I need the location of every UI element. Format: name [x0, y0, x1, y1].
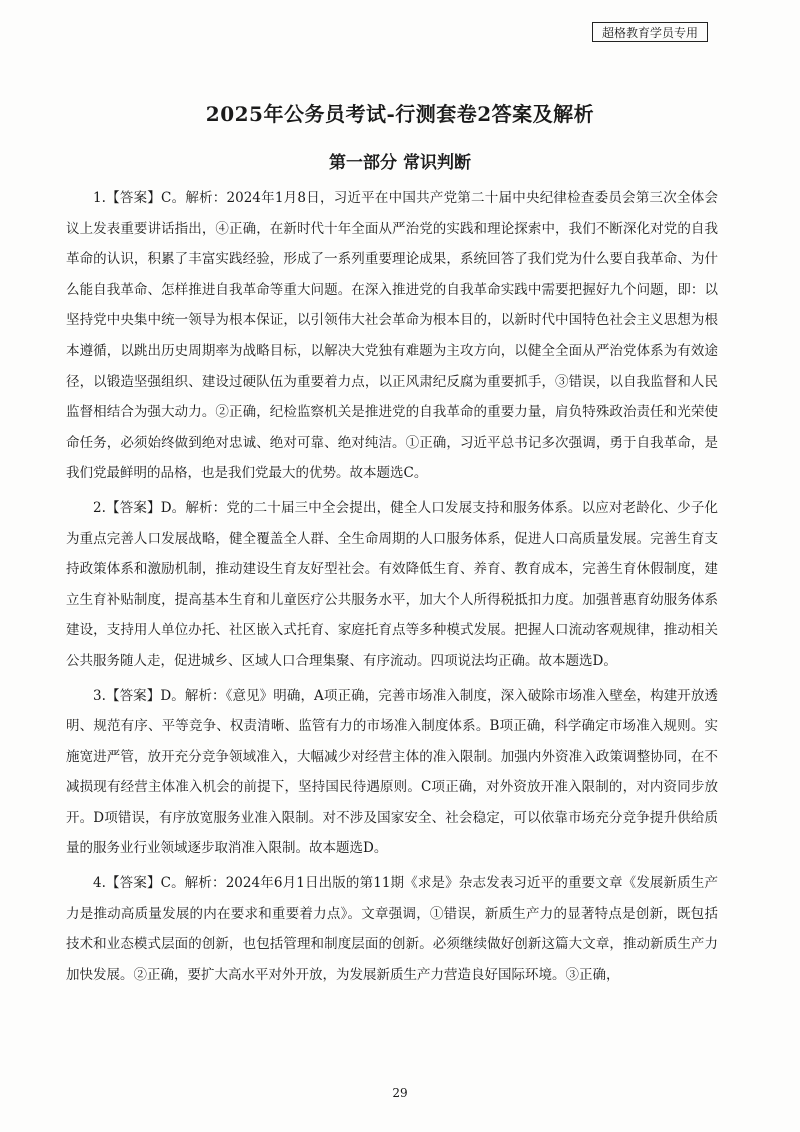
page-number: 29	[392, 1086, 408, 1100]
answer-paragraph-1: 1.【答案】C。解析：2024年1月8日，习近平在中国共产党第二十届中央纪律检查委员会第三次全体会议上发表重要讲话指出，④正确，在新时代十年全面从严治党的实践和理论探索中，我们不断深化对党的自我革命的认识，积累了丰富实践经验，形成了一系列重要理论成果，系统回答了我们党为什么要自我革命、为什么能自我革命、怎样推进自我革命等重大问题。在深入推进党的自我革命实践中需要把握好九个问题，即：以坚持党中央集中统一领导为根本保证，以引领伟大社会革命为根本目的，以新时代中国特色社会主义思想为根本遵循，以跳出历史周期率为战略目标，以解决大党独有难题为主攻方向，以健全全面从严治党体系为有效途径，以锻造坚强组织、建设过硬队伍为重要着力点，以正风肃纪反腐为重要抓手，③错误，以自我监督和人民监督相结合为强大动力。②正确，纪检监察机关是推进党的自我革命的重要力量，肩负特殊政治责任和光荣使命任务，必须始终做到绝对忠诚、绝对可靠、绝对纯洁。①正确，习近平总书记多次强调，勇于自我革命，是我们党最鲜明的品格，也是我们党最大的优势。故本题选C。	[66, 190, 718, 482]
answer-paragraph-2: 2.【答案】D。解析：党的二十届三中全会提出，健全人口发展支持和服务体系。以应对老龄化、少子化为重点完善人口发展战略，健全覆盖全人群、全生命周期的人口服务体系，促进人口高质量发展。完善生育支持政策体系和激励机制，推动建设生育友好型社会。有效降低生育、养育、教育成本，完善生育休假制度，建立生育补贴制度，提高基本生育和儿童医疗公共服务水平，加大个人所得税抵扣力度。加强普惠育幼服务体系建设，支持用人单位办托、社区嵌入式托育、家庭托育点等多种模式发展。把握人口流动客观规律，推动相关公共服务随人走，促进城乡、区域人口合理集聚、有序流动。四项说法均正确。故本题选D。	[66, 499, 718, 669]
usage-stamp: 超格教育学员专用	[592, 22, 708, 42]
page-title: 2025年公务员考试-行测套卷2答案及解析	[205, 102, 595, 126]
answer-paragraph-4: 4.【答案】C。解析：2024年6月1日出版的第11期《求是》杂志发表习近平的重要文章《发展新质生产力是推动高质量发展的内在要求和重要着力点》。文章强调，①错误，新质生产力的显著特点是创新，既包括技术和业态模式层面的创新，也包括管理和制度层面的创新。必须继续做好创新这篇大文章，推动新质生产力加快发展。②正确，要扩大高水平对外开放，为发展新质生产力营造良好国际环境。③正确，	[66, 875, 718, 983]
answer-paragraph-3: 3.【答案】D。解析：《意见》明确，A项正确，完善市场准入制度，深入破除市场准入壁垒，构建开放透明、规范有序、平等竞争、权责清晰、监管有力的市场准入制度体系。B项正确，科学确定市场准入规则。实施宽进严管，放开充分竞争领域准入，大幅减少对经营主体的准入限制。加强内外资准入政策调整协同，在不减损现有经营主体准入机会的前提下，坚持国民待遇原则。C项正确，对外资放开准入限制的，对内资同步放开。D项错误，有序放宽服务业准入限制。对不涉及国家安全、社会稳定，可以依靠市场充分竞争提升供给质量的服务业行业领域逐步取消准入限制。故本题选D。	[66, 687, 718, 857]
section-title: 第一部分 常识判断	[329, 153, 471, 173]
answer-body	[66, 183, 718, 994]
